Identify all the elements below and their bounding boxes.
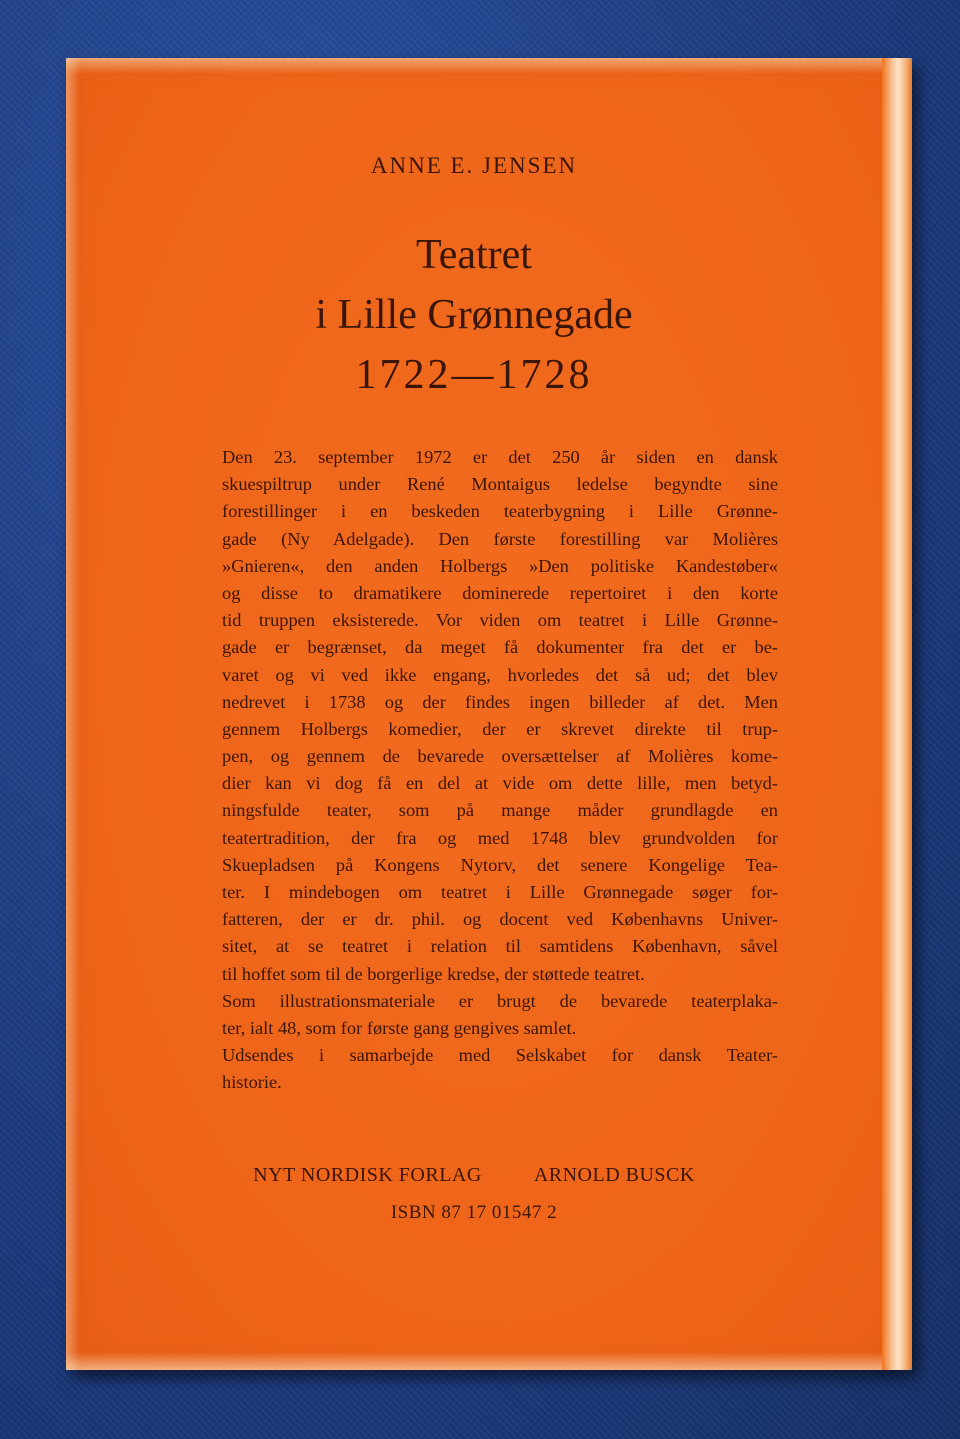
author-name: ANNE E. JENSEN xyxy=(370,153,578,178)
title-line-2: i Lille Grønnegade xyxy=(315,292,633,338)
blurb-line: Som illustrationsmateriale er brugt de bevarede teaterplaka- xyxy=(222,990,778,1011)
blurb-line: Skuepladsen på Kongens Nytorv, det senere Kongelige Tea- xyxy=(222,854,778,875)
blurb-line: historie. xyxy=(222,1072,282,1093)
book-spine-edge xyxy=(882,58,912,1370)
blurb-line: Udsendes i samarbejde med Selskabet for dansk Teater- xyxy=(222,1045,778,1066)
publisher-name: NYT NORDISK FORLAG xyxy=(253,1164,482,1186)
blurb-line: skuespiltrup under René Montaigus ledelse begyndte sine xyxy=(222,474,778,495)
blurb-line: »Gnieren«, den anden Holbergs »Den politiske Kandestøber« xyxy=(222,555,778,576)
blurb-line: varet og vi ved ikke engang, hvorledes det så ud; det blev xyxy=(222,664,778,685)
blurb-paragraph xyxy=(222,444,778,1097)
blurb-line: gade er begrænset, da meget få dokumenter fra det er be- xyxy=(222,637,778,658)
blurb-line: tid truppen eksisterede. Vor viden om teatret i Lille Grønne- xyxy=(222,610,778,631)
title-years: 1722—1728 xyxy=(355,352,593,398)
title-line-1: Teatret xyxy=(416,232,532,278)
book-back-cover xyxy=(66,58,912,1370)
blurb-line: fatteren, der er dr. phil. og docent ved Københavns Univer- xyxy=(222,909,778,930)
blurb-line: dier kan vi dog få en del at vide om dette lille, men betyd- xyxy=(222,773,778,794)
cover-text xyxy=(66,58,882,1370)
blurb-line: forestillinger i en beskeden teaterbygning i Lille Grønne- xyxy=(222,501,778,522)
blurb-line: pen, og gennem de bevarede oversættelser af Molières kome- xyxy=(222,746,778,767)
blurb-line: Den 23. september 1972 er det 250 år siden en dansk xyxy=(222,447,778,467)
blurb-line: ter, ialt 48, som for første gang gengives samlet. xyxy=(222,1017,577,1038)
publisher-name: ARNOLD BUSCK xyxy=(533,1164,695,1186)
blurb-line: til hoffet som til de borgerlige kredse, der støttede teatret. xyxy=(222,963,645,984)
publisher-line xyxy=(66,1164,882,1187)
blurb-line: nedrevet i 1738 og der findes ingen billeder af det. Men xyxy=(222,691,778,712)
blurb-line: teatertradition, der fra og med 1748 blev grundvolden for xyxy=(222,827,778,848)
blurb-line: gennem Holbergs komedier, der er skrevet direkte til trup- xyxy=(222,718,778,739)
blurb-line: og disse to dramatikere dominerede repertoiret i den korte xyxy=(222,582,778,603)
blurb-line: gade (Ny Adelgade). Den første forestilling var Molières xyxy=(222,528,778,549)
blurb-line: ningsfulde teater, som på mange måder grundlagde en xyxy=(222,800,778,821)
blurb-line: ter. I mindebogen om teatret i Lille Grønnegade søger for- xyxy=(222,882,778,902)
blurb-line: sitet, at se teatret i relation til samtidens København, såvel xyxy=(222,936,778,957)
isbn-number: ISBN 87 17 01547 2 xyxy=(390,1202,558,1223)
